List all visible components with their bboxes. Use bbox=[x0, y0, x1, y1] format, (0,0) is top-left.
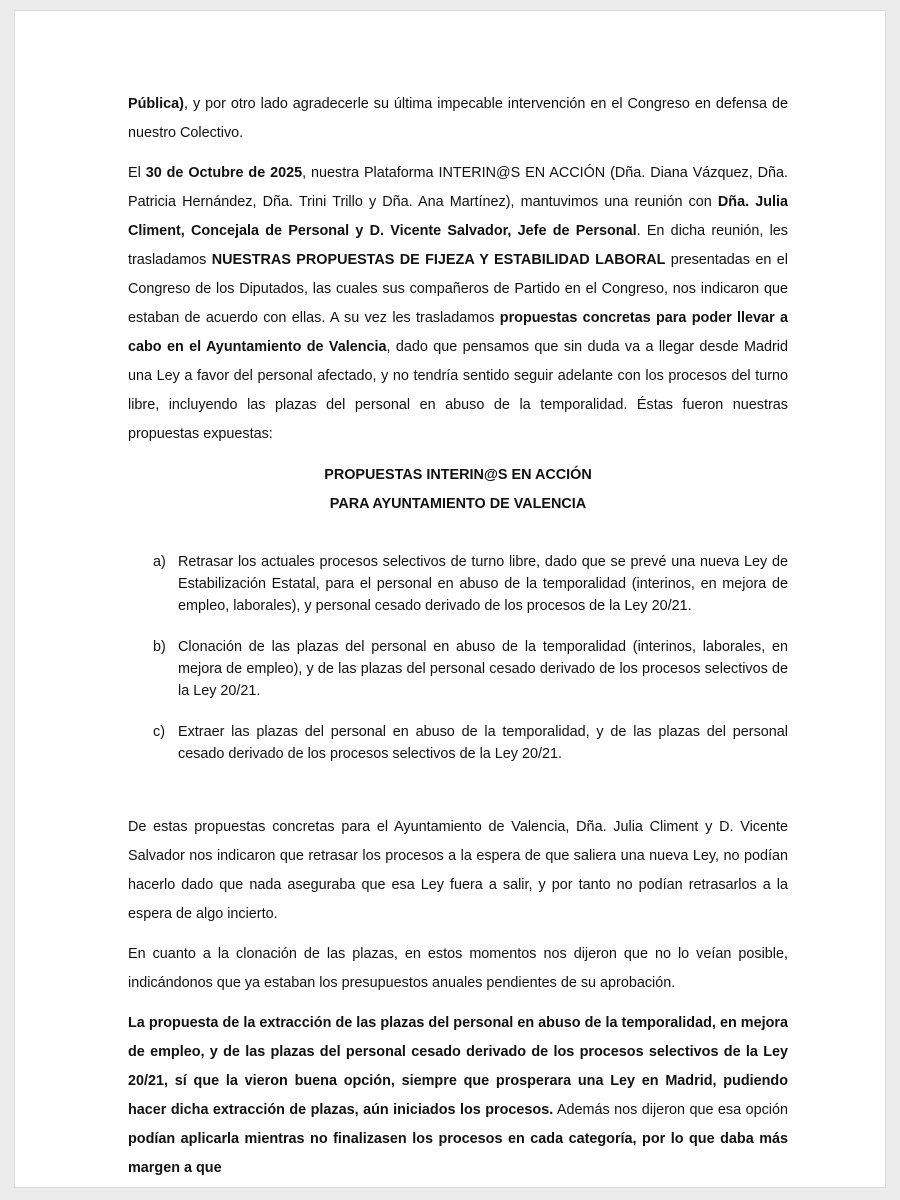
paragraph-meeting bbox=[128, 159, 788, 449]
list-item bbox=[128, 721, 788, 765]
list-item-text: Extraer las plazas del personal en abuso de la temporalidad, y de las plazas del personal cesado derivado de los procesos selectivos de la Ley 20/21. bbox=[178, 724, 788, 762]
text-run: , dado que pensamos que sin duda va a llegar desde Madrid una Ley a favor del personal afectado, y no tendría sentido seguir adelante con los procesos del turno libre, incluyendo las plazas del personal en abuso de la temporalidad. Éstas fueron nuestras propuestas expuestas: bbox=[128, 339, 788, 442]
bold-text: Dña. Julia Climent, Concejala de Personal y D. Vicente Salvador, Jefe de Personal bbox=[128, 194, 788, 239]
paragraph-extraction bbox=[128, 1009, 788, 1183]
text-run: El bbox=[128, 165, 146, 181]
bold-text: podían aplicarla mientras no finalizasen los procesos en cada categoría, por lo que daba más margen a que bbox=[128, 1131, 788, 1176]
paragraph-response: De estas propuestas concretas para el Ayuntamiento de Valencia, Dña. Julia Climent y D. Vicente Salvador nos indicaron que retrasar los procesos a la espera de que saliera una nueva Ley, no podían hacerlo dado que nada aseguraba que esa Ley fuera a salir, y por tanto no podían retrasarlos a la espera de algo incierto. bbox=[128, 819, 788, 922]
section-heading-line2: PARA AYUNTAMIENTO DE VALENCIA bbox=[329, 496, 587, 512]
proposal-list bbox=[128, 551, 788, 765]
list-item-text: Clonación de las plazas del personal en abuso de la temporalidad (interinos, laborales, en mejora de empleo), y de las plazas del personal cesado derivado de los procesos selectivos de la Ley 20/21. bbox=[178, 639, 788, 699]
meeting-date: 30 de Octubre de 2025 bbox=[145, 165, 303, 181]
text-run: . En dicha reunión, les trasladamos bbox=[128, 223, 788, 268]
list-item bbox=[128, 636, 788, 702]
list-item-text: Retrasar los actuales procesos selectivos de turno libre, dado que se prevé una nueva Ley de Estabilización Estatal, para el personal en abuso de la temporalidad (interinos, en mejora de empleo, laborales), y personal cesado derivado de los procesos de la Ley 20/21. bbox=[178, 554, 788, 614]
list-marker: a) bbox=[153, 554, 166, 570]
bold-text: La propuesta de la extracción de las plazas del personal en abuso de la temporalidad, en mejora de empleo, y de las plazas del personal cesado derivado de los procesos selectivos de la Ley 20/21, sí que la vieron buena opción, siempre que prosperara una Ley en Madrid, pudiendo hacer dicha extracción de plazas, aún iniciados los procesos. bbox=[128, 1015, 788, 1118]
text-run: , y por otro lado agradecerle su última impecable intervención en el Congreso en defensa de nuestro Colectivo. bbox=[128, 96, 788, 141]
bold-text: NUESTRAS PROPUESTAS DE FIJEZA Y ESTABILIDAD LABORAL bbox=[211, 252, 666, 268]
list-marker: b) bbox=[153, 639, 166, 655]
paragraph-cloning: En cuanto a la clonación de las plazas, en estos momentos nos dijeron que no lo veían posible, indicándonos que ya estaban los presupuestos anuales pendientes de su aprobación. bbox=[128, 946, 788, 991]
list-marker: c) bbox=[153, 724, 165, 740]
bold-text: propuestas concretas para poder llevar a cabo en el Ayuntamiento de Valencia bbox=[128, 310, 789, 355]
paragraph-intro bbox=[128, 90, 788, 148]
document-page bbox=[14, 10, 886, 1188]
text-run: Además nos dijeron que esa opción bbox=[553, 1102, 788, 1118]
list-item bbox=[128, 551, 788, 617]
bold-text: Pública) bbox=[128, 96, 184, 112]
document-body bbox=[128, 90, 788, 1183]
section-heading-line1: PROPUESTAS INTERIN@S EN ACCIÓN bbox=[324, 467, 592, 483]
text-run: , nuestra Plataforma INTERIN@S EN ACCIÓN (Dña. Diana Vázquez, Dña. Patricia Hernández, Dña. Trini Trillo y Dña. Ana Martínez), mantuvimos una reunión con bbox=[128, 165, 789, 210]
text-run: presentadas en el Congreso de los Diputados, las cuales sus compañeros de Partido en el Congreso, nos indicaron que estaban de acuerdo con ellas. A su vez les trasladamos bbox=[128, 252, 788, 326]
